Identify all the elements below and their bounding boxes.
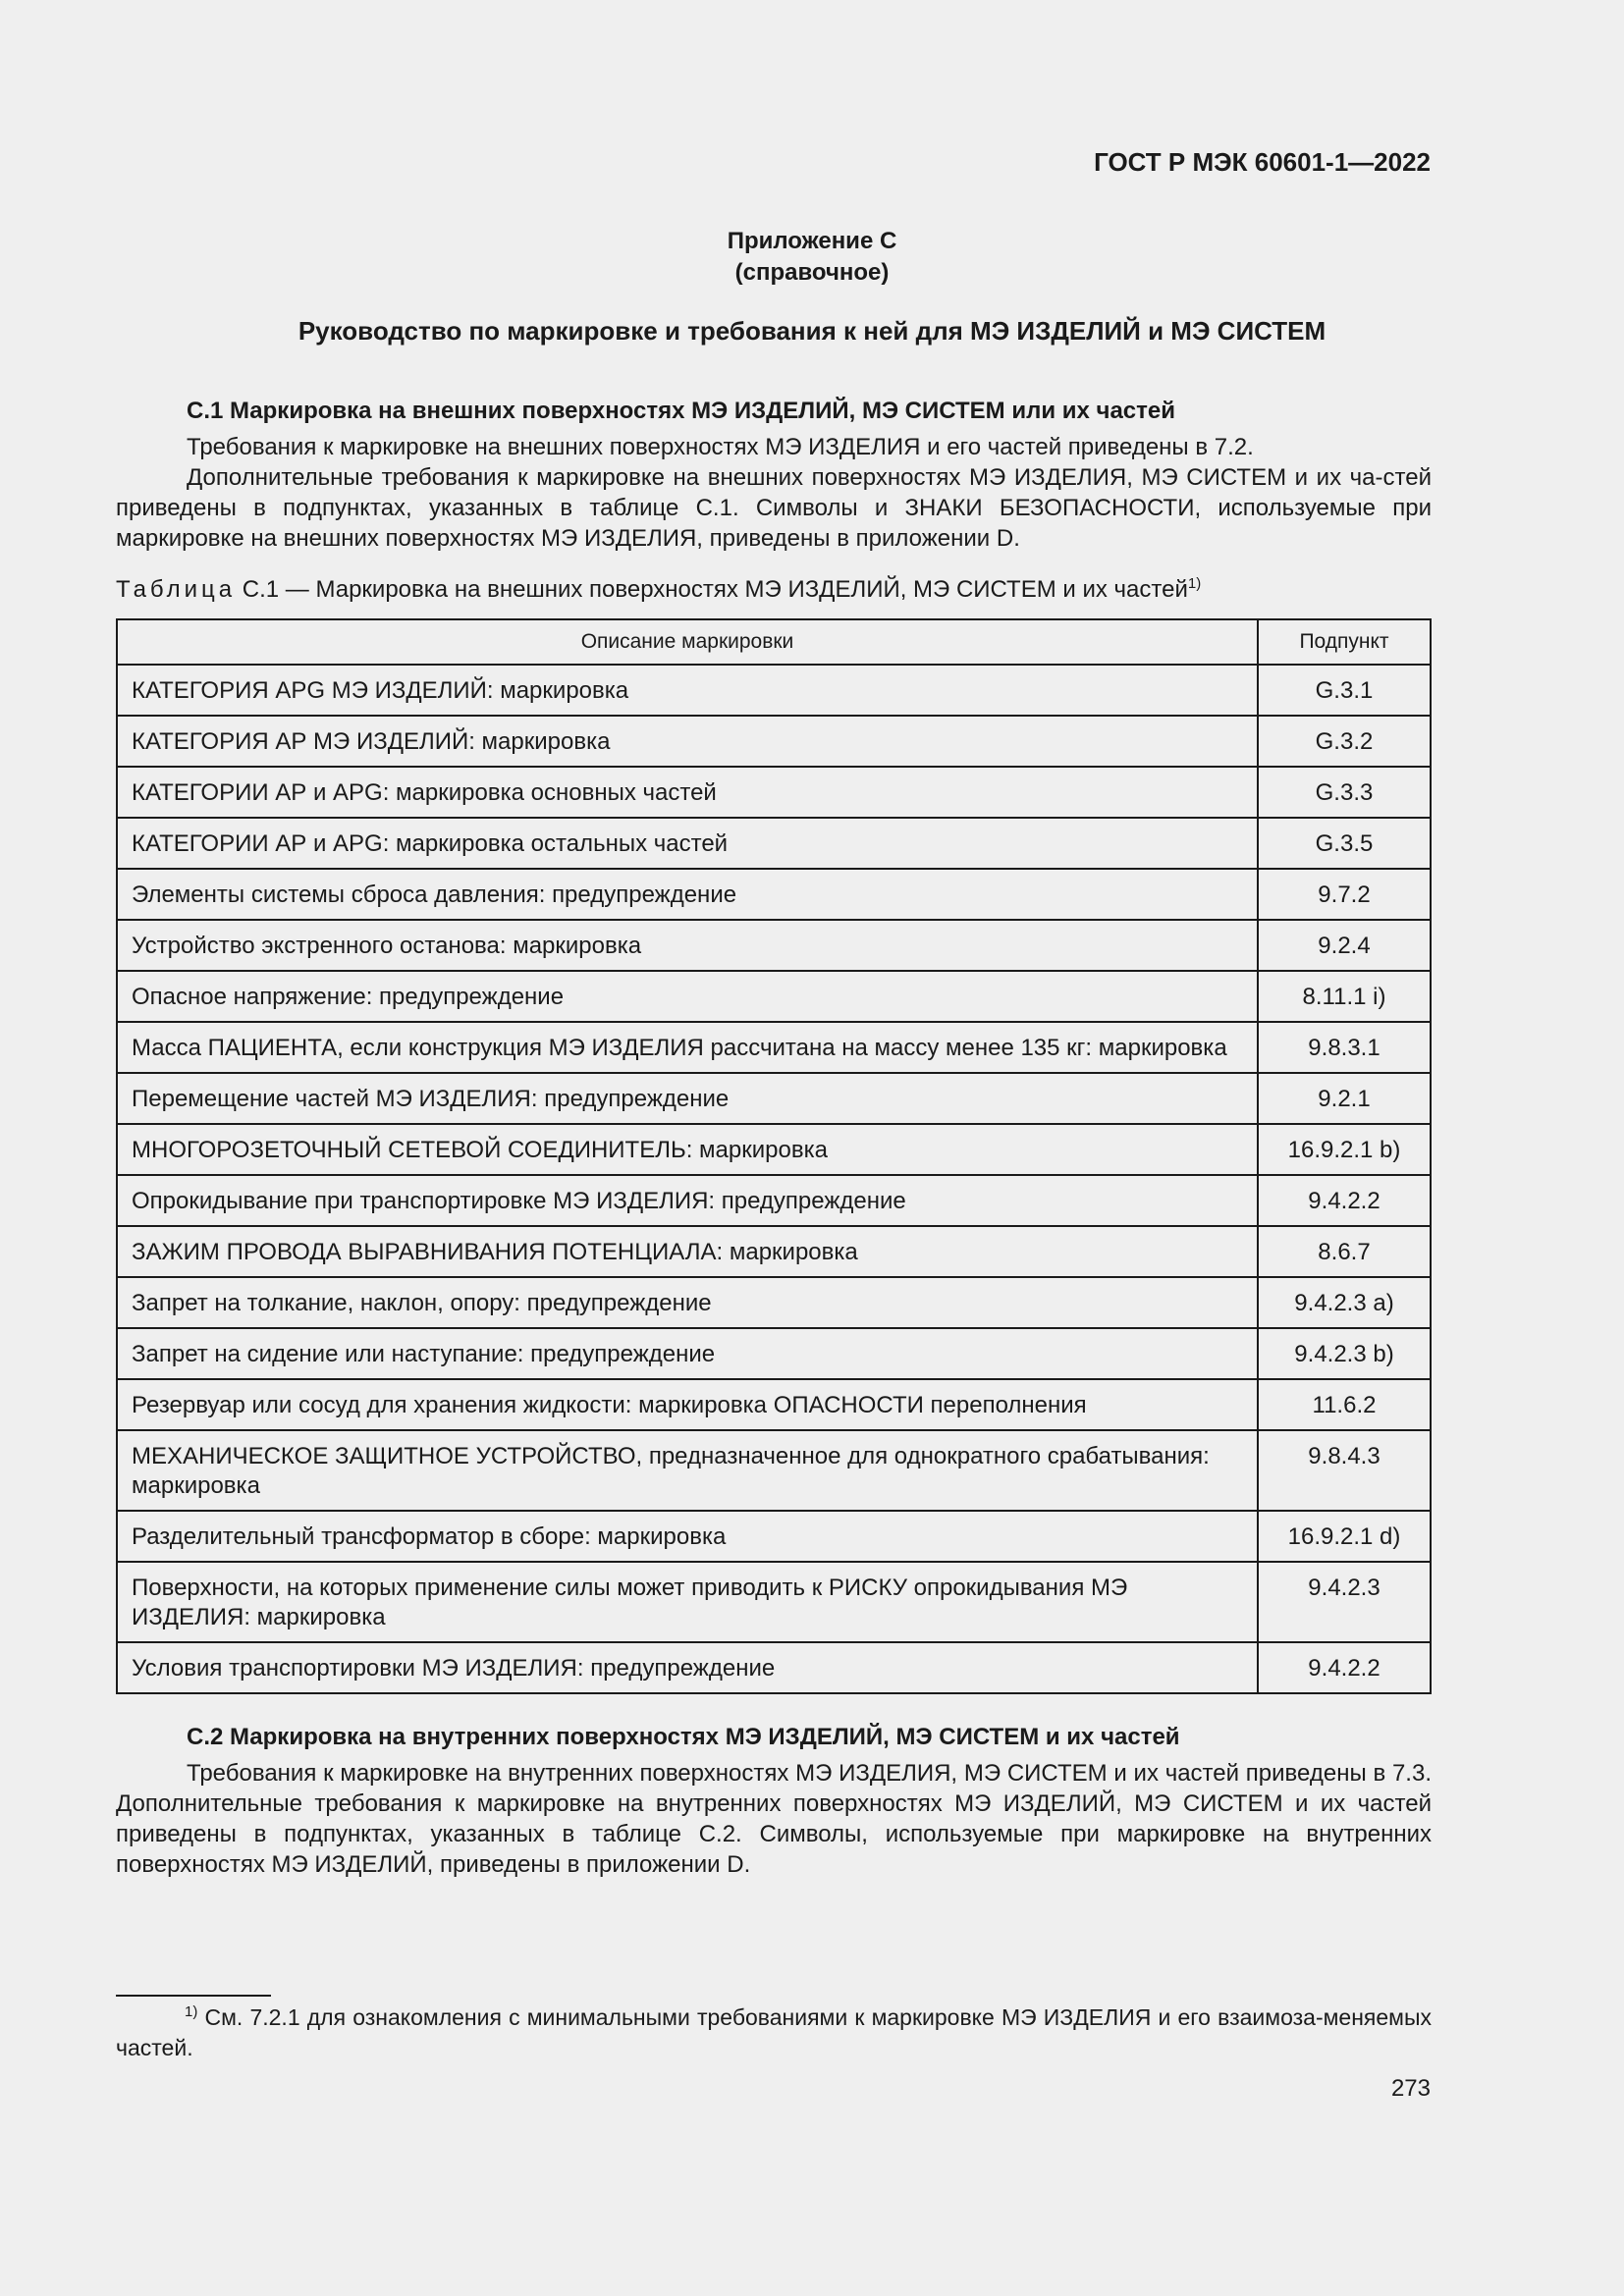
appendix-note: (справочное): [734, 259, 890, 286]
marking-description: Запрет на толкание, наклон, опору: предупреждение: [117, 1277, 1258, 1328]
table-row: [117, 1124, 1431, 1175]
table-row: [117, 1642, 1431, 1693]
footnote-text: См. 7.2.1 для ознакомления с минимальными требованиями к маркировке МЭ ИЗДЕЛИЯ и его взаимоза-меняемых частей.: [116, 2004, 1432, 2060]
marking-subclause: 9.4.2.3 а): [1258, 1277, 1431, 1328]
marking-description: Запрет на сидение или наступание: предупреждение: [117, 1328, 1258, 1379]
marking-description: Резервуар или сосуд для хранения жидкости: маркировка ОПАСНОСТИ переполнения: [117, 1379, 1258, 1430]
column-header-subclause: Подпункт: [1258, 619, 1431, 665]
marking-description: Опрокидывание при транспортировке МЭ ИЗДЕЛИЯ: предупреждение: [117, 1175, 1258, 1226]
marking-description: Опасное напряжение: предупреждение: [117, 971, 1258, 1022]
marking-description: ЗАЖИМ ПРОВОДА ВЫРАВНИВАНИЯ ПОТЕНЦИАЛА: маркировка: [117, 1226, 1258, 1277]
marking-subclause: 8.11.1 i): [1258, 971, 1431, 1022]
marking-description: КАТЕГОРИЯ АР МЭ ИЗДЕЛИЙ: маркировка: [117, 716, 1258, 767]
marking-subclause: G.3.2: [1258, 716, 1431, 767]
table-row: [117, 1511, 1431, 1562]
table-caption-footnote-ref: 1): [1187, 575, 1202, 592]
table-row: [117, 1277, 1431, 1328]
table-row: [117, 665, 1431, 716]
section-c2-paragraph-1: Требования к маркировке на внутренних поверхностях МЭ ИЗДЕЛИЯ, МЭ СИСТЕМ и их частей приведены в 7.3. Дополнительные требования к маркировке на внутренних поверхностях МЭ ИЗДЕЛИЙ, МЭ СИСТЕМ и их частей приведены в подпунктах, указанных в таблице С.2. Символы, используемые при маркировке на внутренних поверхностях МЭ ИЗДЕЛИЙ, приведены в приложении D.: [116, 1760, 1432, 1878]
table-row: [117, 1175, 1431, 1226]
marking-subclause: 9.7.2: [1258, 869, 1431, 920]
marking-subclause: 9.2.4: [1258, 920, 1431, 971]
marking-description: Масса ПАЦИЕНТА, если конструкция МЭ ИЗДЕЛИЯ рассчитана на массу менее 135 кг: маркировка: [117, 1022, 1258, 1073]
appendix-title: Приложение С: [727, 228, 897, 254]
marking-subclause: 9.4.2.3: [1258, 1562, 1431, 1642]
marking-description: МЕХАНИЧЕСКОЕ ЗАЩИТНОЕ УСТРОЙСТВО, предназначенное для однократного срабатывания: маркировка: [117, 1430, 1258, 1511]
footnote-divider: [116, 1995, 271, 1997]
table-row: [117, 767, 1431, 818]
appendix-heading: [0, 226, 1624, 289]
section-c1: [116, 396, 1432, 554]
marking-subclause: 9.2.1: [1258, 1073, 1431, 1124]
section-c2: [116, 1722, 1432, 1880]
marking-description: Элементы системы сброса давления: предупреждение: [117, 869, 1258, 920]
table-row: [117, 971, 1431, 1022]
table-row: [117, 1328, 1431, 1379]
marking-description: КАТЕГОРИЯ APG МЭ ИЗДЕЛИЙ: маркировка: [117, 665, 1258, 716]
footnote-mark: 1): [185, 2003, 198, 2020]
marking-subclause: G.3.5: [1258, 818, 1431, 869]
table-row: [117, 1073, 1431, 1124]
table-row: [117, 1022, 1431, 1073]
marking-subclause: 9.8.4.3: [1258, 1430, 1431, 1511]
marking-table: [116, 618, 1432, 1694]
table-row: [117, 1226, 1431, 1277]
marking-subclause: 11.6.2: [1258, 1379, 1431, 1430]
marking-subclause: 9.4.2.2: [1258, 1642, 1431, 1693]
column-header-description: Описание маркировки: [117, 619, 1258, 665]
table-row: [117, 869, 1431, 920]
table-caption: [116, 576, 1201, 604]
section-c1-paragraph-1: Требования к маркировке на внешних поверхностях МЭ ИЗДЕЛИЯ и его частей приведены в 7.2.: [187, 434, 1254, 460]
marking-subclause: 8.6.7: [1258, 1226, 1431, 1277]
section-c1-paragraph-2: Дополнительные требования к маркировке на внешних поверхностях МЭ ИЗДЕЛИЯ, МЭ СИСТЕМ и их ча-стей приведены в подпунктах, указанных в таблице С.1. Символы и ЗНАКИ БЕЗОПАСНОСТИ, используемые при маркировке на внешних поверхностях МЭ ИЗДЕЛИЯ, приведены в приложении D.: [116, 464, 1432, 552]
table-row: [117, 818, 1431, 869]
table-row: [117, 920, 1431, 971]
table-row: [117, 716, 1431, 767]
marking-description: Разделительный трансформатор в сборе: маркировка: [117, 1511, 1258, 1562]
table-caption-text: С.1 — Маркировка на внешних поверхностях МЭ ИЗДЕЛИЙ, МЭ СИСТЕМ и их частей: [242, 576, 1188, 603]
marking-subclause: 9.8.3.1: [1258, 1022, 1431, 1073]
marking-subclause: 9.4.2.3 b): [1258, 1328, 1431, 1379]
marking-description: Поверхности, на которых применение силы может приводить к РИСКУ опрокидывания МЭ ИЗДЕЛИЯ: маркировка: [117, 1562, 1258, 1642]
table-row: [117, 1430, 1431, 1511]
page-title: Руководство по маркировке и требования к ней для МЭ ИЗДЕЛИЙ и МЭ СИСТЕМ: [298, 316, 1326, 346]
marking-subclause: 16.9.2.1 b): [1258, 1124, 1431, 1175]
marking-subclause: G.3.3: [1258, 767, 1431, 818]
page-number: 273: [1390, 2075, 1431, 2102]
marking-description: КАТЕГОРИИ АР и APG: маркировка остальных частей: [117, 818, 1258, 869]
marking-description: КАТЕГОРИИ АР и APG: маркировка основных частей: [117, 767, 1258, 818]
section-c1-heading: С.1 Маркировка на внешних поверхностях МЭ ИЗДЕЛИЙ, МЭ СИСТЕМ или их частей: [187, 398, 1176, 424]
marking-description: Устройство экстренного останова: маркировка: [117, 920, 1258, 971]
table-header-row: [117, 619, 1431, 665]
marking-subclause: G.3.1: [1258, 665, 1431, 716]
marking-description: Перемещение частей МЭ ИЗДЕЛИЯ: предупреждение: [117, 1073, 1258, 1124]
table-row: [117, 1379, 1431, 1430]
footnote: [116, 2002, 1432, 2063]
marking-subclause: 9.4.2.2: [1258, 1175, 1431, 1226]
marking-description: Условия транспортировки МЭ ИЗДЕЛИЯ: предупреждение: [117, 1642, 1258, 1693]
marking-description: МНОГОРОЗЕТОЧНЫЙ СЕТЕВОЙ СОЕДИНИТЕЛЬ: маркировка: [117, 1124, 1258, 1175]
marking-subclause: 16.9.2.1 d): [1258, 1511, 1431, 1562]
standard-number: ГОСТ Р МЭК 60601-1—2022: [1094, 147, 1431, 177]
table-row: [117, 1562, 1431, 1642]
table-caption-word: Таблица: [116, 576, 237, 603]
section-c2-heading: С.2 Маркировка на внутренних поверхностях МЭ ИЗДЕЛИЙ, МЭ СИСТЕМ и их частей: [187, 1724, 1180, 1750]
